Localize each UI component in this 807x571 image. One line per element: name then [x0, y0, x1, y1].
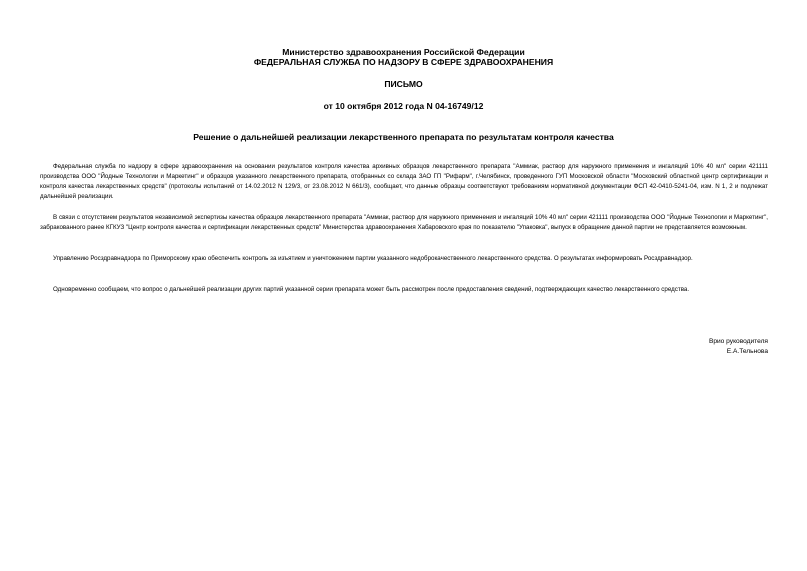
ministry-name: Министерство здравоохранения Российской Федерации — [282, 47, 525, 57]
service-name: ФЕДЕРАЛЬНАЯ СЛУЖБА ПО НАДЗОРУ В СФЕРЕ ЗДРАВООХРАНЕНИЯ — [253, 57, 554, 67]
signatory-title: Врио руководителя — [708, 338, 768, 345]
paragraph-3: Управлению Росздравнадзора по Приморскому краю обеспечить контроль за изъятием и уничтожением партии указанного недоброкачественного лекарственного средства. О результатах информировать Росздравнадзор. — [53, 255, 693, 262]
paragraph-1: Федеральная служба по надзору в сфере здравоохранения на основании результатов контроля качества архивных образцов лекарственного препарата "Аммиак, раствор для наружного применения и ингаляций 10% 40 мл" серии 421111 производства ООО "Йодные Технологии и Маркетинг" и образцов указанного лекарственного препарата, отобранных со склада ЗАО ГП "Рифарм", г.Челябинск, проведенного ГУП Московской области "Московский областной центр сертификации и контроля качества лекарственных средств" (протоколы испытаний от 14.02.2012 N 129/3, от 23.08.2012 N 661/3), сообщает, что данные образцы соответствуют требованиям нормативной документации ФСП 42-0410-5241-04, изм. N 1, 2 и подлежат дальнейшей реализации. — [40, 163, 768, 200]
document-subject: Решение о дальнейшей реализации лекарственного препарата по результатам контроля качества — [193, 132, 614, 142]
document-type: ПИСЬМО — [384, 79, 423, 89]
paragraph-2: В связи с отсутствием результатов независимой экспертизы качества образцов лекарственного препарата "Аммиак, раствор для наружного применения и ингаляций 10% 40 мл" серии 421111 производства ООО "Йодные Технологии и Маркетинг", забракованного ранее КГКУЗ "Центр контроля качества и сертификации лекарственных средств" Министерства здравоохранения Хабаровского края по показателю "Упаковка", выпуск в обращение данной партии не представляется возможным. — [40, 214, 768, 231]
document-date-number: от 10 октября 2012 года N 04-16749/12 — [323, 101, 484, 111]
signatory-name: Е.А.Тельнова — [726, 348, 768, 355]
paragraph-4: Одновременно сообщаем, что вопрос о дальнейшей реализации других партий указанной серии препарата может быть рассмотрен после предоставления сведений, подтверждающих качество лекарственного средства. — [53, 286, 690, 293]
